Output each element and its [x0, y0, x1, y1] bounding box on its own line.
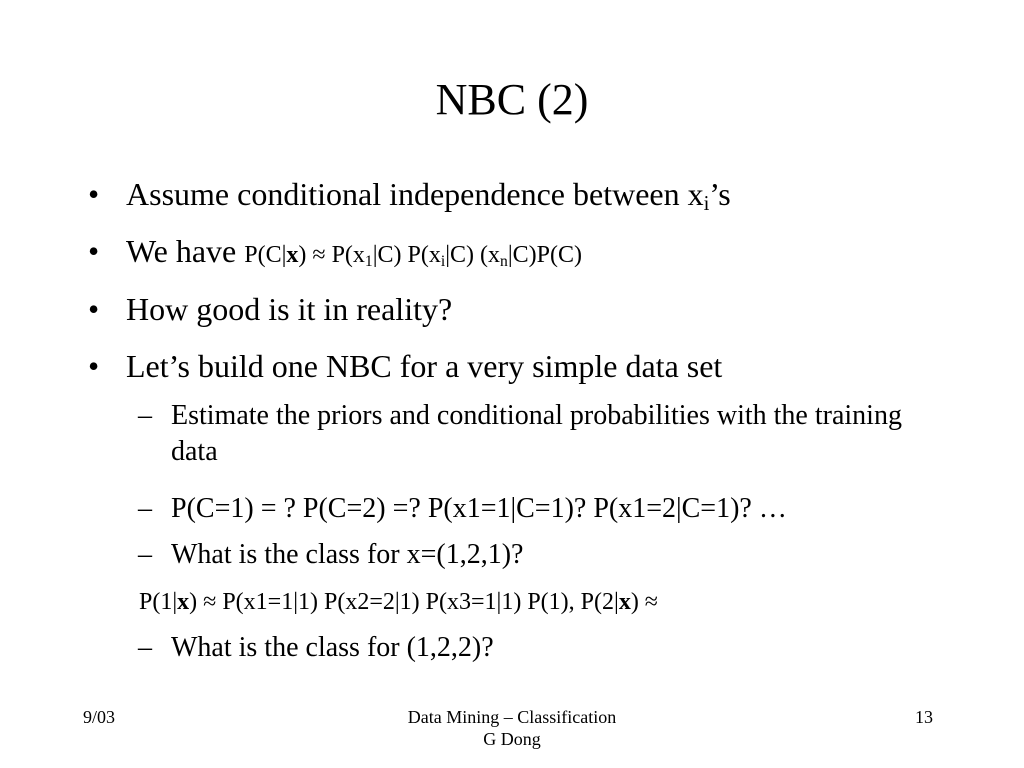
formula-subscript: i	[440, 252, 446, 270]
bullet-4-text: Let’s build one NBC for a very simple data set	[126, 348, 723, 384]
subbullet-3-text: What is the class for x=(1,2,1)?	[171, 539, 524, 570]
footer-author: G Dong	[483, 729, 541, 749]
bullet-2-formula	[244, 242, 582, 268]
bullet-dot: •	[88, 291, 100, 327]
subbullet-2-text: P(C=1) = ? P(C=2) =? P(x1=1|C=1)? P(x1=2|C=1)? …	[171, 493, 787, 524]
formula-line-part: P(1|	[139, 589, 178, 615]
formula-subscript: n	[500, 252, 508, 270]
formula-part: |C)P(C)	[507, 242, 582, 268]
formula-part: P(C|	[244, 242, 287, 268]
footer-center	[362, 706, 662, 750]
subbullet-dash: –	[138, 400, 152, 431]
footer-page-number: 13	[915, 707, 933, 727]
bullet-3-text: How good is it in reality?	[126, 291, 453, 327]
bullet-1-main: Assume conditional independence between x	[126, 176, 704, 212]
formula-bold-x: x	[286, 242, 299, 268]
formula-line-bold-x: x	[177, 589, 190, 615]
bullet-dot: •	[88, 176, 100, 212]
formula-line-bold-x: x	[618, 589, 631, 615]
bullet-1-text	[126, 174, 731, 224]
formula-subscript: 1	[364, 252, 373, 270]
subbullet-dash: –	[138, 539, 152, 570]
subbullet-dash: –	[138, 632, 152, 663]
slide-title: NBC (2)	[435, 75, 589, 124]
formula-part: |C) (x	[445, 242, 501, 268]
bullet-2-text	[126, 231, 582, 282]
footer-course-title: Data Mining – Classification	[407, 707, 617, 727]
subbullet-1-text: Estimate the priors and conditional probabilities with the training data	[171, 400, 902, 467]
bullet-1-subscript: i	[703, 192, 710, 216]
subbullet-4-text: What is the class for (1,2,2)?	[171, 632, 494, 663]
subbullet-dash: –	[138, 493, 152, 524]
formula-line	[139, 586, 658, 618]
formula-part: ) ≈ P(x	[298, 242, 365, 268]
bullet-dot: •	[88, 233, 100, 269]
bullet-2-lead: We have	[126, 233, 245, 269]
formula-line-part: ) ≈	[630, 589, 658, 615]
footer-date: 9/03	[83, 707, 116, 727]
bullet-dot: •	[88, 348, 100, 384]
formula-line-part: ) ≈ P(x1=1|1) P(x2=2|1) P(x3=1|1) P(1), P(2|	[189, 589, 619, 615]
formula-part: |C) P(x	[372, 242, 441, 268]
bullet-1-suffix: ’s	[709, 176, 731, 212]
